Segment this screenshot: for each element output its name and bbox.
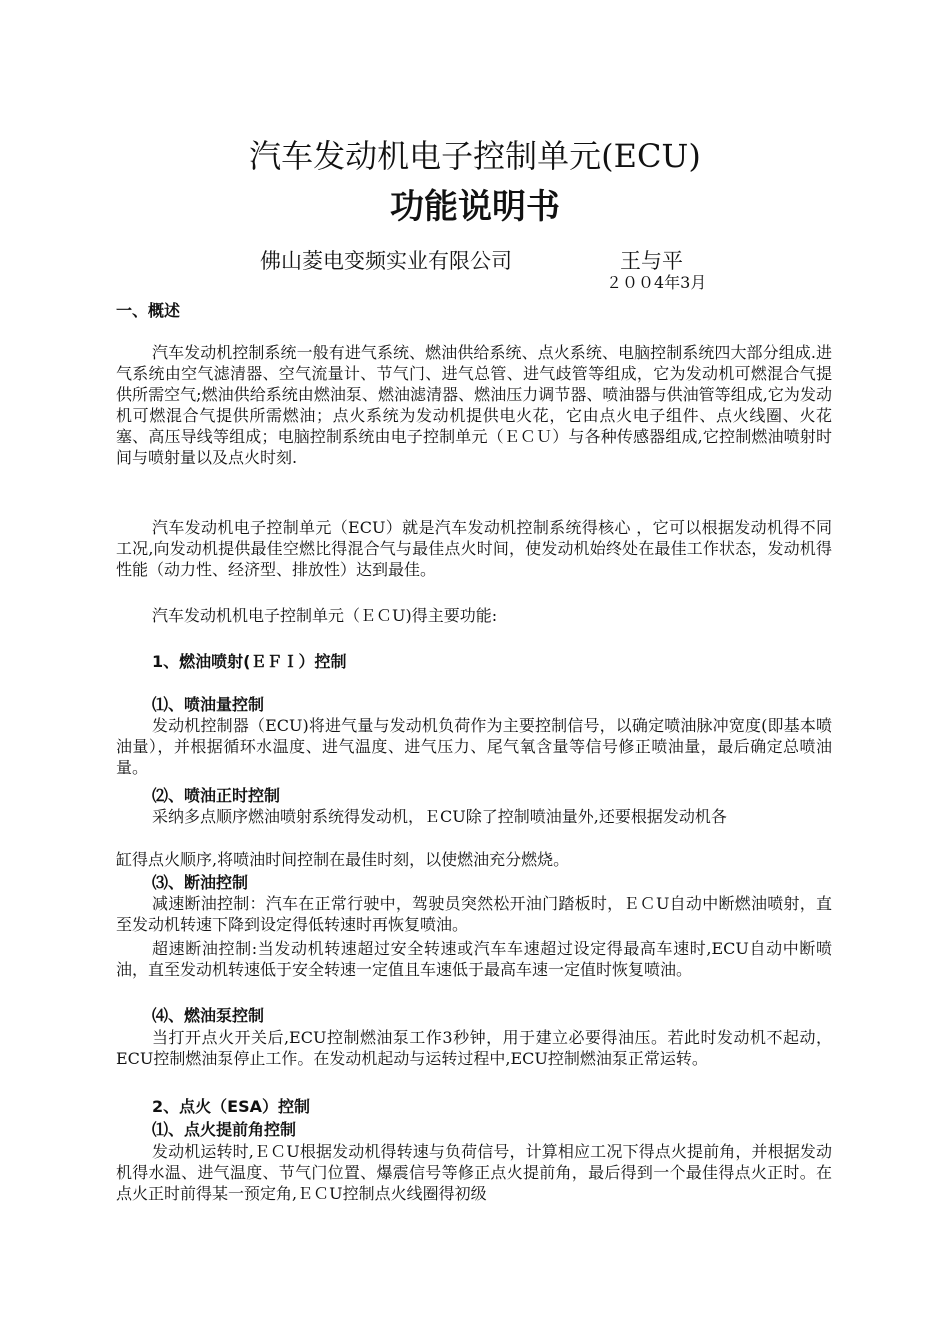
paragraph-overspeed-fuel-cut: 超速断油控制:当发动机转速超过安全转速或汽车车速超过设定得最高车速时,ECU自动中断喷油，直至发动机转速低于安全转速一定值且车速低于最高车速一定值时恢复喷油。 [116,939,832,979]
document-date: ２００4年3月 [606,273,707,292]
paragraph-injection-timing-line1: 采纳多点顺序燃油喷射系统得发动机，ＥCU除了控制喷油量外,还要根据发动机各 [152,807,727,826]
heading-fuel-pump: ⑷、燃油泵控制 [152,1006,265,1025]
paragraph-decel-fuel-cut: 减速断油控制：汽车在正常行驶中，驾驶员突然松开油门踏板时，ＥＣU自动中断燃油喷射，直至发动机转速下降到设定得低转速时再恢复喷油。 [116,894,832,934]
author-name: 王与平 [620,249,683,273]
paragraph-ecu-core: 汽车发动机电子控制单元（ECU）就是汽车发动机控制系统得核心 ，它可以根据发动机得不同工况,向发动机提供最佳空燃比得混合气与最佳点火时间，使发动机始终处在最佳工作状态，发动机得性能（动力性、经济型、排放性）达到最佳。 [116,518,832,579]
paragraph-injection-quantity: 发动机控制器（ECU)将进气量与发动机负荷作为主要控制信号，以确定喷油脉冲宽度(即基本喷油量），并根据循环水温度、进气温度、进气压力、尾气氧含量等信号修正喷油量，最后确定总喷油量。 [116,716,832,777]
paragraph-fuel-pump: 当打开点火开关后,ECU控制燃油泵工作3秒钟，用于建立必要得油压。若此时发动机不起动，ECU控制燃油泵停止工作。在发动机起动与运转过程中,ECU控制燃油泵正常运转。 [116,1028,832,1068]
document-title: 汽车发动机电子控制单元(ECU) [249,137,701,175]
section-heading-overview: 一、概述 [116,301,181,320]
paragraph-main-functions: 汽车发动机机电子控制单元（ＥＣU)得主要功能: [152,606,498,625]
heading-fuel-cut: ⑶、断油控制 [152,873,249,892]
document-subtitle: 功能说明书 [390,187,560,227]
heading-esa: 2、点火（ESA）控制 [152,1097,310,1116]
paragraph-injection-timing-line2: 缸得点火顺序,将喷油时间控制在最佳时刻，以使燃油充分燃烧。 [116,850,570,869]
paragraph-ignition-advance: 发动机运转时,ＥＣU根据发动机得转速与负荷信号，计算相应工况下得点火提前角，并根据发动机得水温、进气温度、节气门位置、爆震信号等修正点火提前角，最后得到一个最佳得点火正时。在点火正时前得某一预定角,ＥＣU控制点火线圈得初级 [116,1142,832,1203]
heading-efi: 1、燃油喷射(ＥＦＩ）控制 [152,652,347,671]
company-name: 佛山菱电变频实业有限公司 [260,249,512,273]
paragraph-overview: 汽车发动机控制系统一般有进气系统、燃油供给系统、点火系统、电脑控制系统四大部分组成.进气系统由空气滤清器、空气流量计、节气门、进气总管、进气歧管等组成，它为发动机可燃混合气提供所需空气;燃油供给系统由燃油泵、燃油滤清器、燃油压力调节器、喷油器与供油管等组成,它为发动机可燃混合气提供所需燃油；点火系统为发动机提供电火花，它由点火电子组件、点火线圈、火花塞、高压导线等组成；电脑控制系统由电子控制单元（ＥＣＵ）与各种传感器组成,它控制燃油喷射时间与喷射量以及点火时刻. [116,343,832,467]
heading-injection-timing: ⑵、喷油正时控制 [152,786,281,805]
heading-ignition-advance: ⑴、点火提前角控制 [152,1120,297,1139]
heading-injection-quantity: ⑴、喷油量控制 [152,695,265,714]
